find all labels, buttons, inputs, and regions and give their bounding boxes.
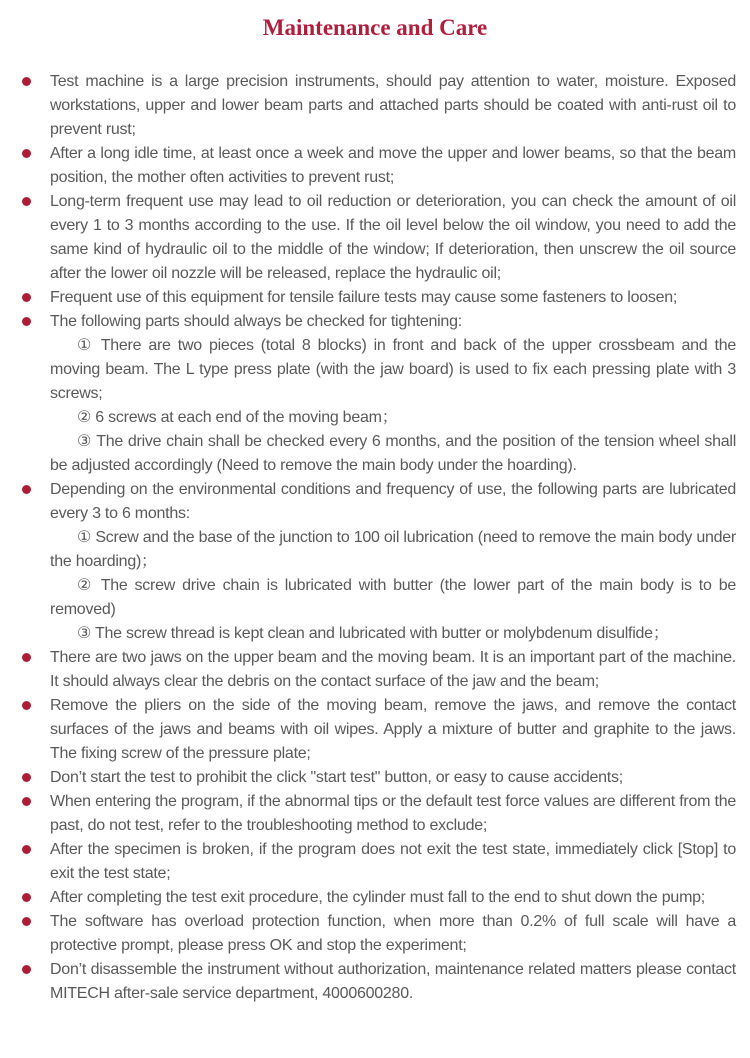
bullet-icon	[22, 845, 31, 854]
list-item	[50, 622, 736, 646]
bullet-icon	[22, 485, 31, 494]
list-item-text: When entering the program, if the abnormal tips or the default test force values are different from the past, do not test, refer to the troubleshooting method to exclude;	[50, 793, 736, 834]
list-item	[50, 886, 736, 910]
list-item-text: Frequent use of this equipment for tensile failure tests may cause some fasteners to loosen;	[50, 289, 678, 306]
list-item	[50, 310, 736, 334]
bullet-icon	[22, 797, 31, 806]
list-item-text: ① There are two pieces (total 8 blocks) in front and back of the upper crossbeam and the moving beam. The L type press plate (with the jaw board) is used to fix each pressing plate with 3 screws;	[50, 337, 736, 402]
list-item	[50, 790, 736, 838]
list-item	[50, 334, 736, 406]
list-item	[50, 910, 736, 958]
bullet-icon	[22, 893, 31, 902]
bullet-icon	[22, 293, 31, 302]
list-item-text: After completing the test exit procedure, the cylinder must fall to the end to shut down the pump;	[50, 889, 705, 906]
list-item-text: The following parts should always be checked for tightening:	[50, 313, 462, 330]
list-item-text: ② The screw drive chain is lubricated with butter (the lower part of the main body is to be removed)	[50, 577, 736, 618]
bullet-icon	[22, 701, 31, 710]
list-item-text: ③ The drive chain shall be checked every 6 months, and the position of the tension wheel shall be adjusted accordingly (Need to remove the main body under the hoarding).	[50, 433, 736, 474]
maintenance-list	[50, 70, 736, 1006]
list-item-text: ③ The screw thread is kept clean and lubricated with butter or molybdenum disulfide；	[77, 625, 669, 642]
list-item-text: There are two jaws on the upper beam and the moving beam. It is an important part of the machine. It should always clear the debris on the contact surface of the jaw and the beam;	[50, 649, 736, 690]
list-item	[50, 646, 736, 694]
list-item	[50, 694, 736, 766]
bullet-icon	[22, 317, 31, 326]
list-item-text: Depending on the environmental conditions and frequency of use, the following parts are lubricated every 3 to 6 months:	[50, 481, 736, 522]
bullet-icon	[22, 773, 31, 782]
bullet-icon	[22, 917, 31, 926]
list-item-text: After the specimen is broken, if the program does not exit the test state, immediately click [Stop] to exit the test state;	[50, 841, 736, 882]
list-item	[50, 430, 736, 478]
list-item	[50, 958, 736, 1006]
list-item-text: ② 6 screws at each end of the moving beam；	[77, 409, 398, 426]
bullet-icon	[22, 77, 31, 86]
page-title: Maintenance and Care	[262, 15, 488, 40]
list-item	[50, 478, 736, 526]
bullet-icon	[22, 965, 31, 974]
list-item-text: Remove the pliers on the side of the moving beam, remove the jaws, and remove the contact surfaces of the jaws and beams with oil wipes. Apply a mixture of butter and graphite to the jaws. The fixing screw of the pressure plate;	[50, 697, 736, 762]
list-item	[50, 190, 736, 286]
list-item	[50, 838, 736, 886]
list-item-text: Test machine is a large precision instruments, should pay attention to water, moisture. Exposed workstations, upper and lower beam parts and attached parts should be coated with anti-rust oil to prevent rust;	[50, 73, 736, 138]
list-item	[50, 70, 736, 142]
list-item-text: The software has overload protection function, when more than 0.2% of full scale will have a protective prompt, please press OK and stop the experiment;	[50, 913, 736, 954]
list-item	[50, 574, 736, 622]
list-item	[50, 406, 736, 430]
list-item	[50, 526, 736, 574]
list-item-text: After a long idle time, at least once a week and move the upper and lower beams, so that the beam position, the mother often activities to prevent rust;	[50, 145, 736, 186]
list-item	[50, 286, 736, 310]
bullet-icon	[22, 149, 31, 158]
list-item-text: ① Screw and the base of the junction to 100 oil lubrication (need to remove the main body under the hoarding)；	[50, 529, 736, 570]
bullet-icon	[22, 653, 31, 662]
list-item-text: Long-term frequent use may lead to oil reduction or deterioration, you can check the amount of oil every 1 to 3 months according to the use. If the oil level below the oil window, you need to add the same kind of hydraulic oil to the middle of the window; If deterioration, then unscrew the oil source after the lower oil nozzle will be released, replace the hydraulic oil;	[50, 193, 736, 282]
list-item-text: Don’t disassemble the instrument without authorization, maintenance related matters please contact MITECH after-sale service department, 4000600280.	[50, 961, 736, 1002]
list-item	[50, 142, 736, 190]
list-item	[50, 766, 736, 790]
list-item-text: Don’t start the test to prohibit the click "start test" button, or easy to cause accidents;	[50, 769, 623, 786]
bullet-icon	[22, 197, 31, 206]
